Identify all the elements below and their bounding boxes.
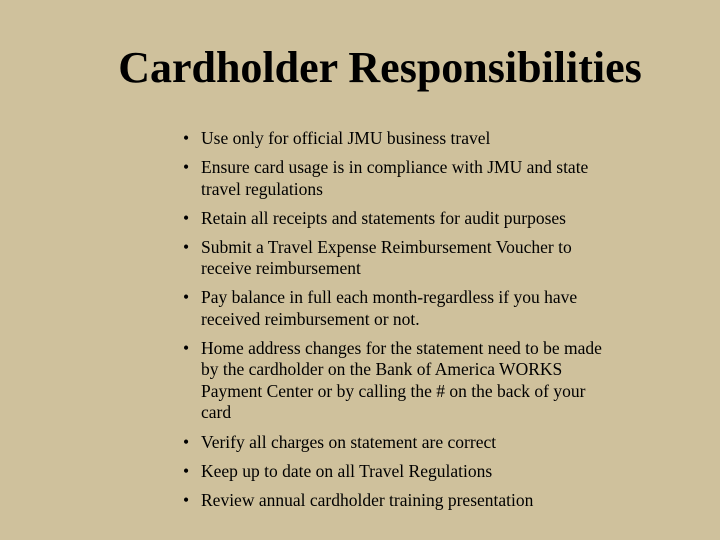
bullet-item xyxy=(183,461,603,483)
bullet-item xyxy=(183,490,603,512)
bullet-text: Submit a Travel Expense Reimbursement Voucher to receive reimbursement xyxy=(201,236,572,279)
bullet-item xyxy=(183,128,603,150)
bullet-item xyxy=(183,287,603,330)
bullet-item xyxy=(183,338,603,424)
bullet-icon: • xyxy=(183,157,190,178)
bullet-icon: • xyxy=(183,128,190,148)
bullet-text: Ensure card usage is in compliance with JMU and state travel regulations xyxy=(201,157,589,199)
bullet-item xyxy=(183,157,603,200)
bullet-icon: • xyxy=(183,337,190,358)
bullet-text: Home address changes for the statement need to be made by the cardholder on the Bank of America WORKS Payment Center or by calling the # on the back of your card xyxy=(201,337,602,423)
bullet-icon: • xyxy=(183,431,190,452)
bullet-list xyxy=(183,128,603,519)
bullet-item xyxy=(183,237,603,280)
bullet-text: Retain all receipts and statements for audit purposes xyxy=(201,207,566,228)
bullet-item xyxy=(183,432,603,454)
bullet-text: Review annual cardholder training presentation xyxy=(201,489,534,510)
bullet-icon: • xyxy=(183,287,190,308)
bullet-icon: • xyxy=(183,489,190,510)
slide-title: Cardholder Responsibilities xyxy=(118,43,642,92)
bullet-icon: • xyxy=(183,207,190,228)
bullet-text: Keep up to date on all Travel Regulations xyxy=(201,460,493,481)
bullet-text: Verify all charges on statement are correct xyxy=(201,431,497,452)
bullet-item xyxy=(183,208,603,230)
bullet-icon: • xyxy=(183,460,190,481)
bullet-icon: • xyxy=(183,236,190,257)
bullet-text: Pay balance in full each month-regardless if you have received reimbursement or not. xyxy=(201,287,578,329)
bullet-text: Use only for official JMU business travel xyxy=(201,128,491,148)
